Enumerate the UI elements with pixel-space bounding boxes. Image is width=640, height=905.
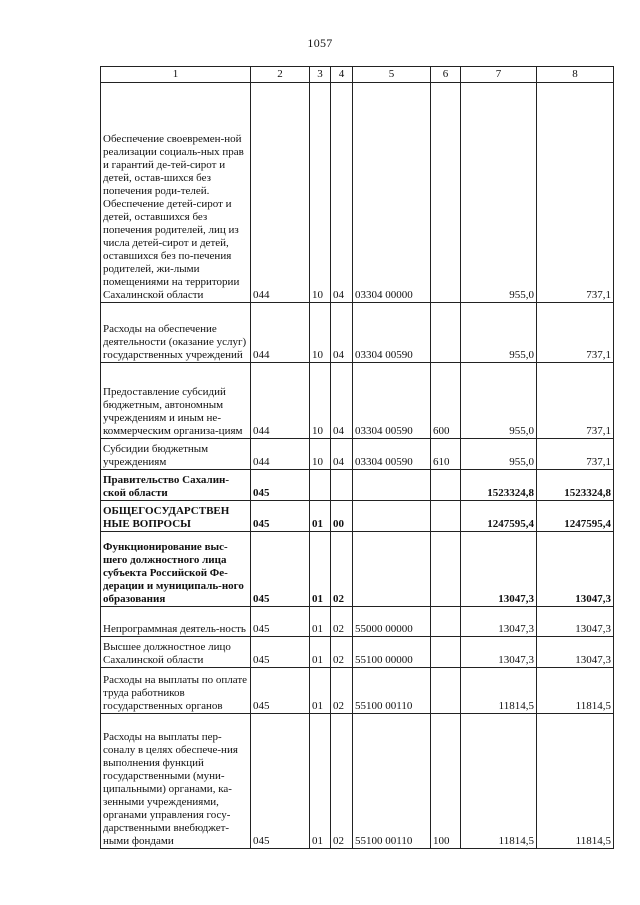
value-col-7: 1523324,8 xyxy=(461,470,537,501)
expense-type xyxy=(431,470,461,501)
target-article: 55000 00000 xyxy=(353,607,431,637)
value-col-7: 13047,3 xyxy=(461,637,537,668)
value-col-8: 11814,5 xyxy=(537,714,614,849)
value-col-7: 13047,3 xyxy=(461,607,537,637)
table-row xyxy=(101,363,614,439)
expense-type xyxy=(431,668,461,714)
value-col-8: 13047,3 xyxy=(537,607,614,637)
value-col-8: 11814,5 xyxy=(537,668,614,714)
row-description: Расходы на обеспечение деятельности (оказание услуг) государственных учреждений xyxy=(101,303,251,363)
ministry-code: 045 xyxy=(251,470,310,501)
header-col-3: 3 xyxy=(310,67,331,83)
header-col-1: 1 xyxy=(101,67,251,83)
section-code: 01 xyxy=(310,714,331,849)
row-description: ОБЩЕГОСУДАРСТВЕН НЫЕ ВОПРОСЫ xyxy=(101,501,251,532)
ministry-code: 045 xyxy=(251,668,310,714)
value-col-8: 1523324,8 xyxy=(537,470,614,501)
row-description: Высшее должностное лицо Сахалинской области xyxy=(101,637,251,668)
expense-type xyxy=(431,637,461,668)
target-article: 55100 00000 xyxy=(353,637,431,668)
expense-type: 600 xyxy=(431,363,461,439)
table-row xyxy=(101,532,614,607)
value-col-7: 1247595,4 xyxy=(461,501,537,532)
expense-type xyxy=(431,607,461,637)
section-code: 10 xyxy=(310,439,331,470)
table-row xyxy=(101,607,614,637)
expense-type xyxy=(431,532,461,607)
ministry-code: 045 xyxy=(251,501,310,532)
ministry-code: 044 xyxy=(251,363,310,439)
expense-type xyxy=(431,303,461,363)
target-article: 03304 00000 xyxy=(353,83,431,303)
section-code: 01 xyxy=(310,637,331,668)
table-row xyxy=(101,501,614,532)
value-col-7: 955,0 xyxy=(461,83,537,303)
section-code: 01 xyxy=(310,668,331,714)
value-col-8: 737,1 xyxy=(537,363,614,439)
value-col-7: 13047,3 xyxy=(461,532,537,607)
table-row xyxy=(101,303,614,363)
subsection-code: 04 xyxy=(331,439,353,470)
row-description: Субсидии бюджетным учреждениям xyxy=(101,439,251,470)
section-code: 01 xyxy=(310,532,331,607)
subsection-code: 02 xyxy=(331,668,353,714)
value-col-8: 737,1 xyxy=(537,439,614,470)
ministry-code: 045 xyxy=(251,714,310,849)
subsection-code: 02 xyxy=(331,607,353,637)
expense-type: 610 xyxy=(431,439,461,470)
ministry-code: 044 xyxy=(251,439,310,470)
header-col-7: 7 xyxy=(461,67,537,83)
section-code: 01 xyxy=(310,501,331,532)
value-col-8: 1247595,4 xyxy=(537,501,614,532)
subsection-code: 02 xyxy=(331,532,353,607)
row-description: Непрограммная деятель-ность xyxy=(101,607,251,637)
value-col-8: 737,1 xyxy=(537,303,614,363)
expense-type xyxy=(431,501,461,532)
row-description: Предоставление субсидий бюджетным, автономным учреждениям и иным не-коммерческим организа-циям xyxy=(101,363,251,439)
table-row xyxy=(101,714,614,849)
subsection-code: 02 xyxy=(331,637,353,668)
value-col-7: 955,0 xyxy=(461,303,537,363)
table-row xyxy=(101,83,614,303)
value-col-7: 11814,5 xyxy=(461,714,537,849)
header-col-8: 8 xyxy=(537,67,614,83)
ministry-code: 044 xyxy=(251,83,310,303)
ministry-code: 045 xyxy=(251,607,310,637)
row-description: Функционирование выс-шего должностного лица субъекта Российской Фе-дерации и муниципаль-ного образования xyxy=(101,532,251,607)
section-code: 10 xyxy=(310,83,331,303)
row-description: Правительство Сахалин-ской области xyxy=(101,470,251,501)
section-code: 10 xyxy=(310,303,331,363)
expense-type: 100 xyxy=(431,714,461,849)
table-row xyxy=(101,637,614,668)
section-code: 01 xyxy=(310,607,331,637)
header-col-6: 6 xyxy=(431,67,461,83)
target-article: 55100 00110 xyxy=(353,668,431,714)
expense-type xyxy=(431,83,461,303)
target-article: 03304 00590 xyxy=(353,363,431,439)
target-article xyxy=(353,532,431,607)
value-col-7: 11814,5 xyxy=(461,668,537,714)
section-code: 10 xyxy=(310,363,331,439)
subsection-code: 02 xyxy=(331,714,353,849)
target-article xyxy=(353,501,431,532)
subsection-code: 00 xyxy=(331,501,353,532)
subsection-code: 04 xyxy=(331,303,353,363)
value-col-8: 13047,3 xyxy=(537,637,614,668)
table-row xyxy=(101,439,614,470)
subsection-code xyxy=(331,470,353,501)
target-article xyxy=(353,470,431,501)
ministry-code: 045 xyxy=(251,532,310,607)
header-row xyxy=(101,67,614,83)
page-number: 1057 xyxy=(307,36,333,50)
value-col-8: 13047,3 xyxy=(537,532,614,607)
ministry-code: 044 xyxy=(251,303,310,363)
header-col-2: 2 xyxy=(251,67,310,83)
target-article: 55100 00110 xyxy=(353,714,431,849)
row-description: Расходы на выплаты пер-соналу в целях обеспече-ния выполнения функций государственными (муни-ципальными) органами, ка-зенными учреждениями, органами управления госу-дарственными внебюджет-ными фондами xyxy=(101,714,251,849)
target-article: 03304 00590 xyxy=(353,439,431,470)
row-description: Обеспечение своевремен-ной реализации социаль-ных прав и гарантий де-тей-сирот и детей, остав-шихся без попечения роди-телей. Обеспечение детей-сирот и детей, оставшихся без попечения родителей, лиц из числа детей-сирот и детей, оставшихся без по-печения родителей, жи-лыми помещениями на территории Сахалинской области xyxy=(101,83,251,303)
table-row xyxy=(101,470,614,501)
table-row xyxy=(101,668,614,714)
value-col-7: 955,0 xyxy=(461,439,537,470)
value-col-8: 737,1 xyxy=(537,83,614,303)
row-description: Расходы на выплаты по оплате труда работников государственных органов xyxy=(101,668,251,714)
header-col-5: 5 xyxy=(353,67,431,83)
budget-table xyxy=(100,66,614,849)
ministry-code: 045 xyxy=(251,637,310,668)
subsection-code: 04 xyxy=(331,83,353,303)
target-article: 03304 00590 xyxy=(353,303,431,363)
header-col-4: 4 xyxy=(331,67,353,83)
value-col-7: 955,0 xyxy=(461,363,537,439)
subsection-code: 04 xyxy=(331,363,353,439)
section-code xyxy=(310,470,331,501)
